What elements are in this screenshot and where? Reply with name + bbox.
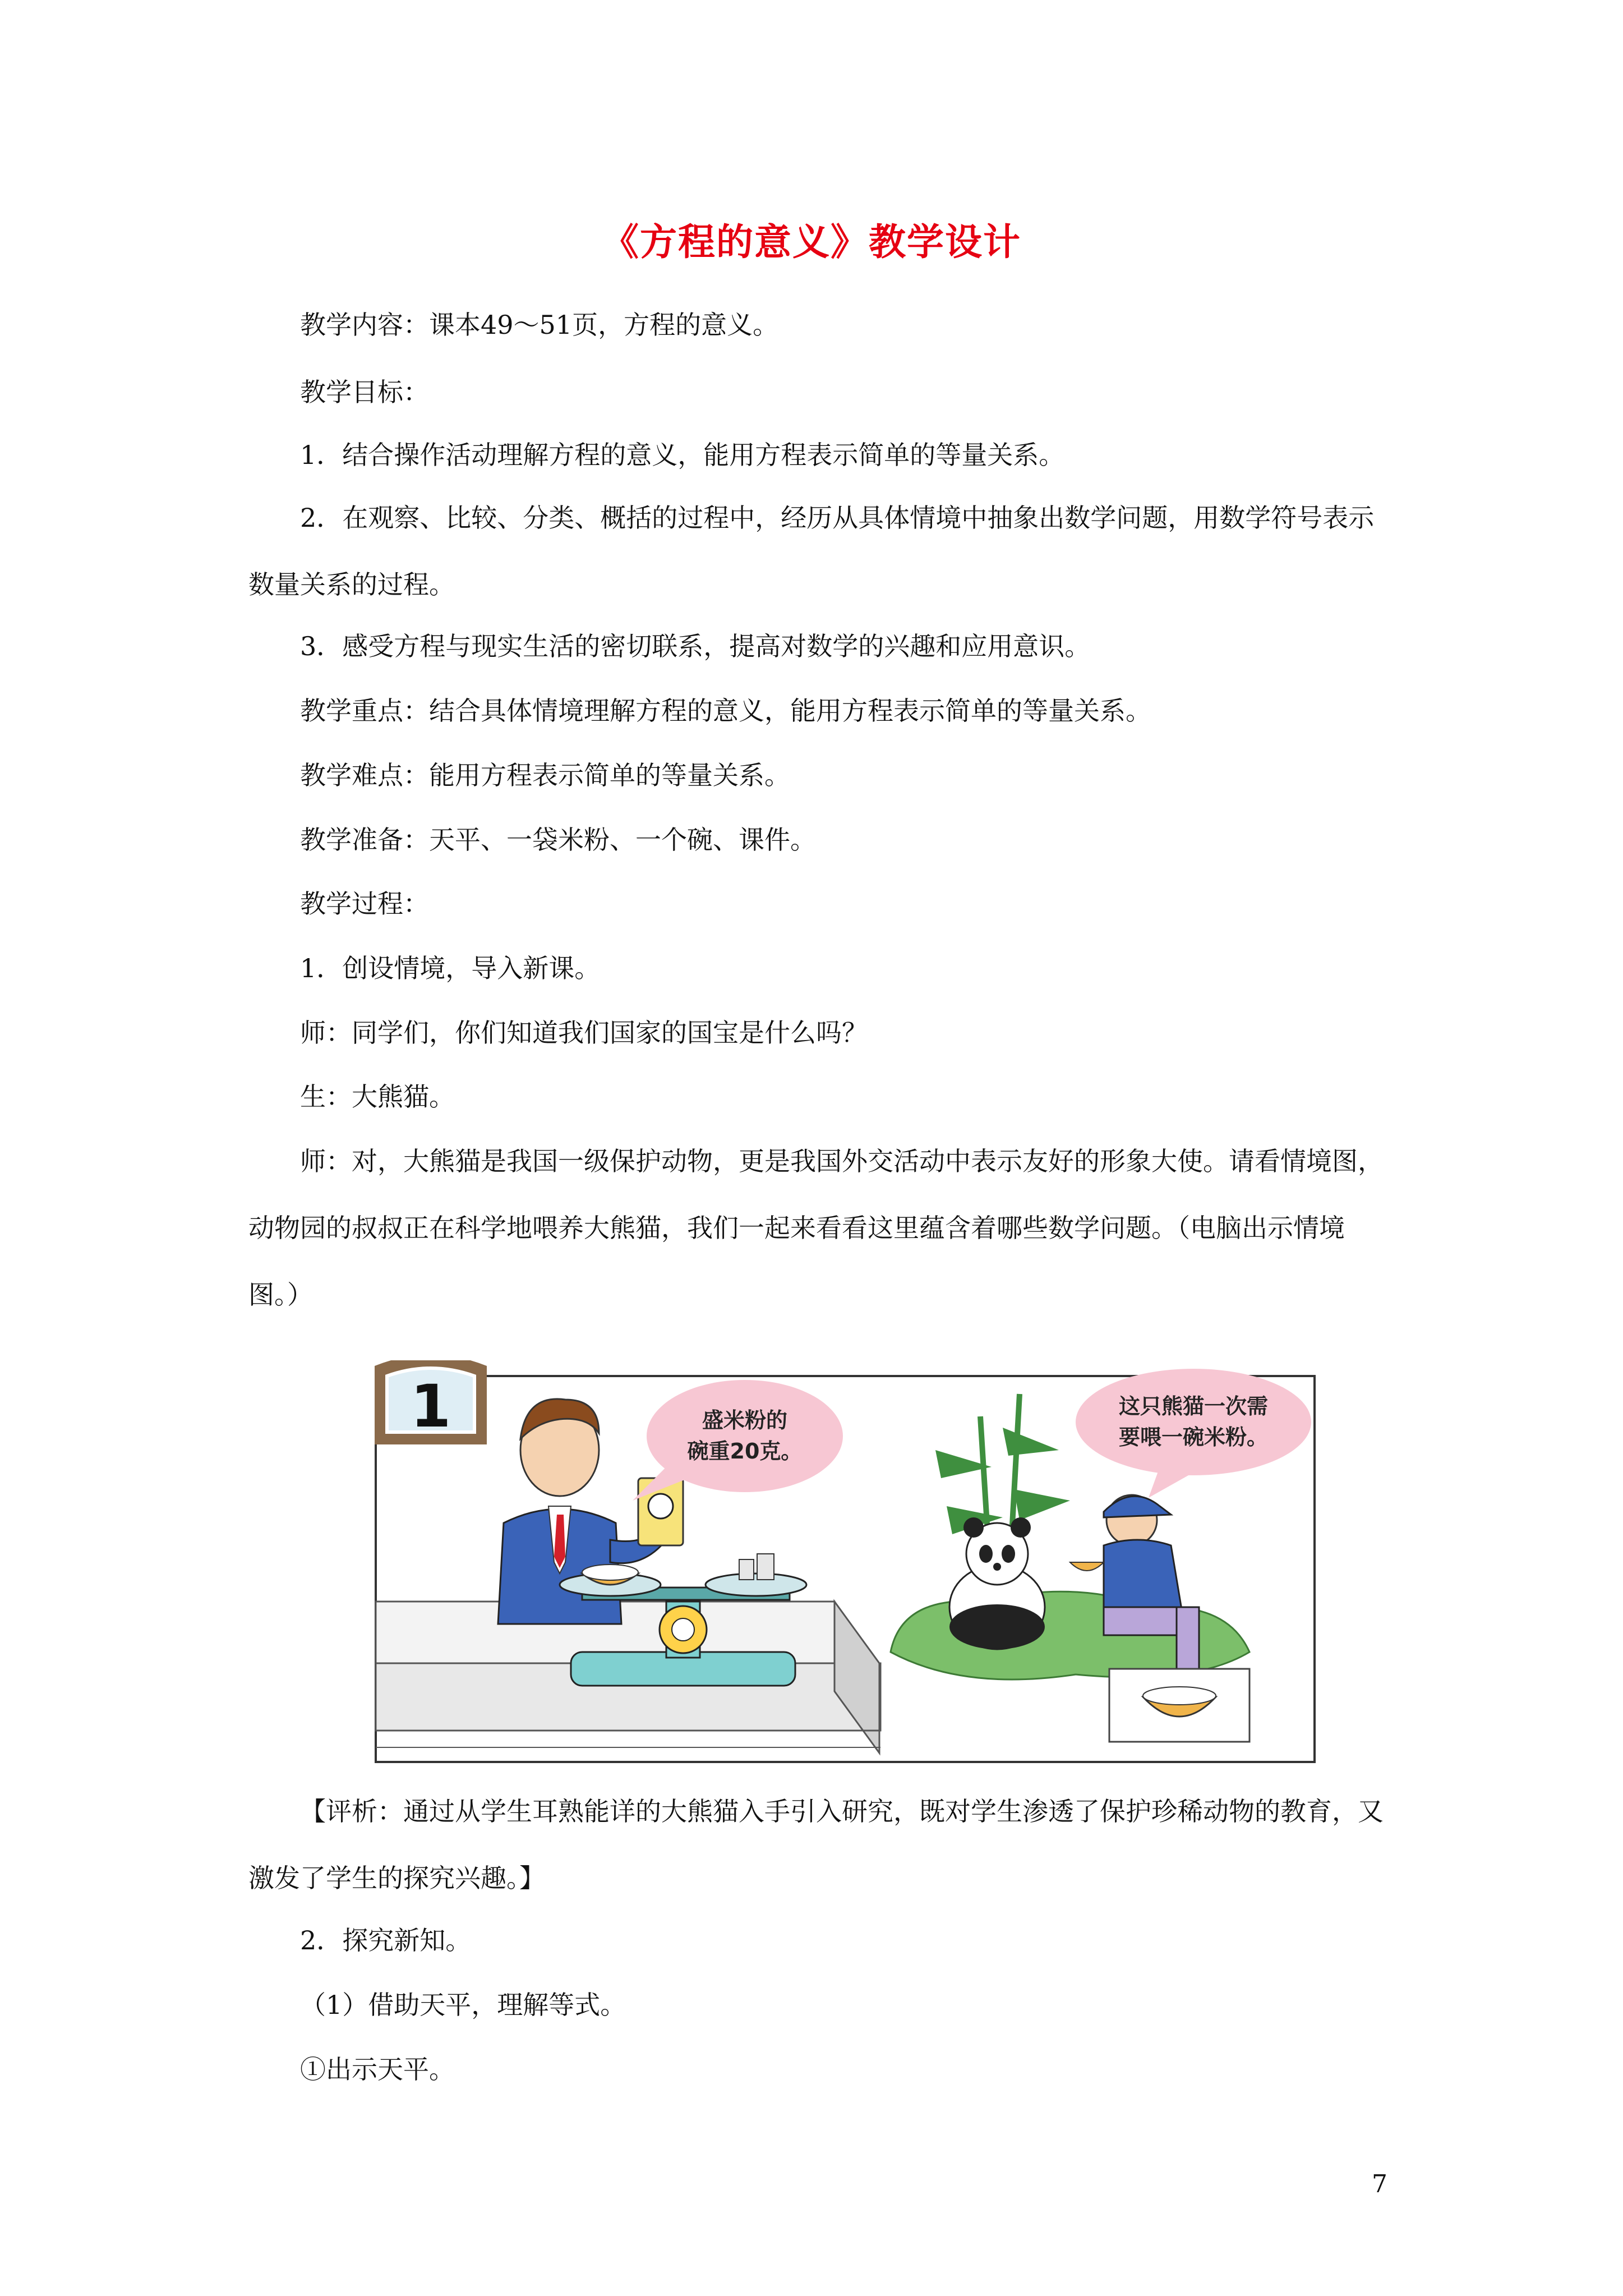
- paragraph-substep-1: （1）借助天平，理解等式。: [300, 1990, 626, 2020]
- paragraph-key-point: 教学重点：结合具体情境理解方程的意义，能用方程表示简单的等量关系。: [300, 696, 1151, 726]
- paragraph-commentary: 【评析：通过从学生耳熟能详的大熊猫入手引入研究，既对学生渗透了保护珍稀动物的教育，又激发了学生的探究兴趣。】: [248, 1796, 1384, 1893]
- paragraph-step-2: 2．探究新知。: [300, 1925, 472, 1955]
- paragraph-show-balance: ①出示天平。: [300, 2054, 455, 2085]
- paragraph-student-answer: 生：大熊猫。: [300, 1082, 455, 1112]
- paragraph-teacher-intro: 师：对，大熊猫是我国一级保护动物，更是我国外交活动中表示友好的形象大使。请看情境图，动物园的叔叔正在科学地喂养大熊猫，我们一起来看看这里蕴含着哪些数学问题。（电脑出示情境图。）: [248, 1146, 1384, 1310]
- paragraph-objectives-heading: 教学目标：: [300, 377, 429, 407]
- bowl-inset: [1109, 1669, 1249, 1742]
- paragraph-objective-1: 1．结合操作活动理解方程的意义，能用方程表示简单的等量关系。: [300, 440, 1065, 470]
- scene-illustration: [375, 1360, 1317, 1764]
- paragraph-teacher-question: 师：同学们，你们知道我们国家的国宝是什么吗？: [300, 1018, 868, 1048]
- bubble-left-line1: 盛米粉的: [702, 1408, 788, 1433]
- paragraph-objective-2: 2．在观察、比较、分类、概括的过程中，经历从具体情境中抽象出数学问题，用数学符号表示数量关系的过程。: [248, 503, 1375, 600]
- bubble-right-line1: 这只熊猫一次需: [1118, 1394, 1269, 1419]
- bubble-right-line2: 要喂一碗米粉。: [1118, 1425, 1269, 1450]
- paragraph-step-1: 1．创设情境，导入新课。: [300, 953, 601, 983]
- paragraph-preparation: 教学准备：天平、一袋米粉、一个碗、课件。: [300, 825, 816, 855]
- badge-number: 1: [410, 1372, 451, 1441]
- page-title: 《方程的意义》教学设计: [602, 220, 1021, 264]
- number-badge: [375, 1360, 487, 1444]
- paragraph-content: 教学内容：课本49～51页，方程的意义。: [300, 310, 779, 340]
- bubble-left-line2: 碗重20克。: [687, 1439, 803, 1464]
- paragraph-objective-3: 3．感受方程与现实生活的密切联系，提高对数学的兴趣和应用意识。: [300, 631, 1091, 661]
- paragraph-difficulty: 教学难点：能用方程表示简单的等量关系。: [300, 760, 790, 790]
- paragraph-process-heading: 教学过程：: [300, 889, 429, 919]
- page-number: 7: [1372, 2170, 1387, 2198]
- illustration-svg: [375, 1360, 1317, 1764]
